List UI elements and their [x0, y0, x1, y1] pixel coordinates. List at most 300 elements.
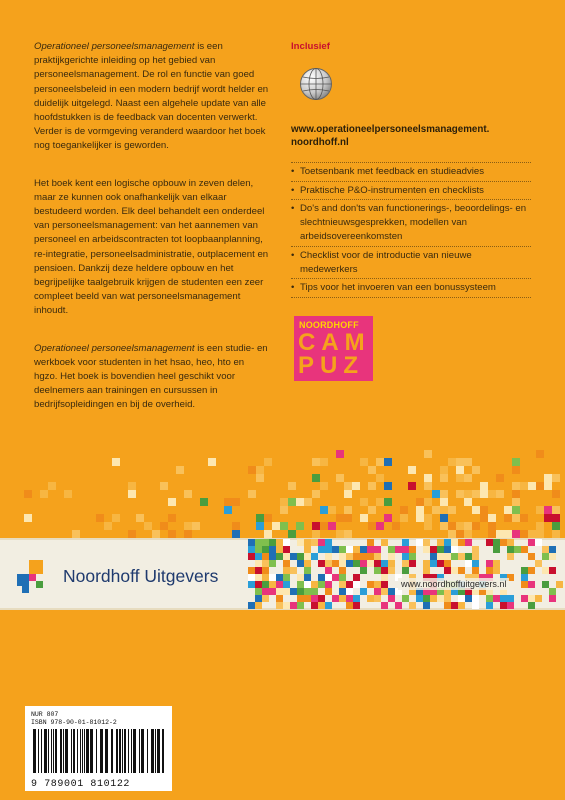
pixel-square [542, 581, 549, 588]
pixel-square [256, 522, 264, 530]
book-title-italic: Operationeel personeelsmanagement [34, 41, 195, 52]
pixel-square [507, 546, 514, 553]
barcode-bar [105, 729, 108, 773]
pixel-square [339, 553, 346, 560]
pixel-square [200, 498, 208, 506]
pixel-square [288, 530, 296, 538]
pixel-square [296, 522, 304, 530]
pixel-square [430, 595, 437, 602]
barcode-bar [86, 729, 89, 773]
pixel-square [283, 560, 290, 567]
pixel-square [283, 581, 290, 588]
pixel-square [464, 498, 472, 506]
pixel-square [276, 602, 283, 609]
barcode-bar [124, 729, 126, 773]
pixel-square [208, 458, 216, 466]
pixel-square [325, 567, 332, 574]
pixel-square [440, 514, 448, 522]
pixel-square [472, 553, 479, 560]
pixel-square [388, 560, 395, 567]
pixel-square [276, 574, 283, 581]
pixel-square [48, 482, 56, 490]
pixel-square [535, 595, 542, 602]
barcode-bar [100, 729, 103, 773]
pixel-square [232, 530, 240, 538]
pixel-square [276, 546, 283, 553]
pixel-square [269, 588, 276, 595]
barcode-bar [139, 729, 140, 773]
pixel-square [402, 553, 409, 560]
pixel-square [339, 560, 346, 567]
pixel-square [255, 574, 262, 581]
description-paragraph-2: Het boek kent een logische opbouw in zeven delen, maar ze kunnen ook onafhankelijk van elkaar bestudeerd worden. Elk deel behandelt een onderdeel van personeelsmanagement: van het aannemen van personeel en arbeidscontracten tot loopbaanplanning, re-integratie, personeelsadministratie, outplacement en pensioen. Dankzij deze heldere opbouw en het begrijpelijke taalgebruik krijgen de studenten een zeer compleet beeld van wat personeelsmanagement inhoudt. [34, 177, 269, 317]
pixel-square [549, 546, 556, 553]
pixel-square [552, 514, 560, 522]
pixel-square [128, 530, 136, 538]
pixel-square [392, 522, 400, 530]
pixel-square [374, 588, 381, 595]
pixel-square [304, 539, 311, 546]
pixel-square [400, 506, 408, 514]
pixel-square [160, 522, 168, 530]
pixel-square [536, 530, 544, 538]
description-text: is een studie- en werkboek voor studenten in het hsao, heo, hto en hgzo. Het boek is bovendien heel geschikt voor deelnemers aan trainingen en cursussen in bedrijfsopleidingen en bij de overheid. [34, 342, 268, 411]
pixel-square [184, 530, 192, 538]
pixel-square [472, 602, 479, 609]
pixel-square [224, 506, 232, 514]
pixel-square [152, 530, 160, 538]
pixel-square [353, 574, 360, 581]
pixel-square [424, 498, 432, 506]
pixel-square [367, 581, 374, 588]
pixel-square [512, 466, 520, 474]
pixel-square [304, 567, 311, 574]
pixel-square [430, 553, 437, 560]
pixel-square [416, 506, 424, 514]
pixel-square [536, 450, 544, 458]
pixel-square [255, 546, 262, 553]
pixel-square [128, 490, 136, 498]
pixel-square [168, 498, 176, 506]
pixel-square [297, 574, 304, 581]
pixel-square [339, 574, 346, 581]
pixel-square [440, 522, 448, 530]
pixel-square [262, 567, 269, 574]
barcode-bar [63, 729, 64, 773]
pixel-square [248, 490, 256, 498]
pixel-square [336, 450, 344, 458]
pixel-square [269, 539, 276, 546]
pixel-square [290, 588, 297, 595]
pixel-square [465, 539, 472, 546]
noordhoff-logo-icon [15, 558, 55, 598]
pixel-square [360, 553, 367, 560]
pixel-square [339, 567, 346, 574]
pixel-square [444, 602, 451, 609]
pixel-square [264, 514, 272, 522]
pixel-square [520, 514, 528, 522]
pixel-square [521, 574, 528, 581]
pixel-square [424, 482, 432, 490]
pixel-square [384, 482, 392, 490]
globe-icon [299, 67, 333, 101]
pixel-square [280, 498, 288, 506]
url-line-2: noordhoff.nl [291, 137, 349, 149]
pixel-square [521, 595, 528, 602]
description-paragraph-1 [34, 40, 270, 154]
pixel-square [144, 522, 152, 530]
list-item: • Checklist voor de introductie van nieuwe medewerkers [291, 247, 531, 280]
pixel-square [500, 595, 507, 602]
pixel-square [283, 539, 290, 546]
pixel-square [521, 581, 528, 588]
pixel-square [312, 530, 320, 538]
pixel-square [312, 490, 320, 498]
pixel-square [374, 546, 381, 553]
pixel-square [388, 567, 395, 574]
pixel-square [24, 490, 32, 498]
barcode-bar [151, 729, 154, 773]
band-pixel-pattern [248, 538, 565, 610]
pixel-square [232, 522, 240, 530]
pixel-square [440, 466, 448, 474]
pixel-square [297, 581, 304, 588]
pixel-square [408, 482, 416, 490]
pixel-square [72, 530, 80, 538]
pixel-square [384, 458, 392, 466]
barcode-bar [44, 729, 47, 773]
barcode-bar [128, 729, 129, 773]
pixel-square [256, 514, 264, 522]
pixel-square [437, 539, 444, 546]
pixel-square [409, 553, 416, 560]
pixel-square [395, 602, 402, 609]
pixel-square [536, 482, 544, 490]
pixel-square [528, 602, 535, 609]
pixel-square [367, 595, 374, 602]
pixel-square [248, 466, 256, 474]
pixel-square [360, 588, 367, 595]
pixel-square [311, 588, 318, 595]
pixel-square [332, 546, 339, 553]
pixel-square [374, 567, 381, 574]
url-line-1: www.operationeelpersoneelsmanagement. [291, 123, 490, 135]
pixel-square [512, 498, 520, 506]
barcode-bar [122, 729, 123, 773]
campus-tag: NOORDHOFF [299, 320, 359, 331]
pixel-square [64, 490, 72, 498]
pixel-square [451, 539, 458, 546]
pixel-square [353, 553, 360, 560]
barcode-bar [38, 729, 39, 773]
pixel-square [512, 530, 520, 538]
pixel-square [304, 553, 311, 560]
pixel-square [262, 546, 269, 553]
pixel-square [262, 574, 269, 581]
pixel-square [346, 595, 353, 602]
pixel-square [507, 595, 514, 602]
pixel-square [280, 506, 288, 514]
pixel-square [276, 595, 283, 602]
barcode-bar [41, 729, 42, 773]
pixel-square [344, 490, 352, 498]
pixel-square [336, 530, 344, 538]
decorative-pixel-pattern [0, 450, 565, 540]
pixel-square [472, 560, 479, 567]
pixel-square [325, 539, 332, 546]
pixel-square [424, 450, 432, 458]
pixel-square [496, 530, 504, 538]
pixel-square [339, 581, 346, 588]
pixel-square [456, 522, 464, 530]
barcode-bar [111, 729, 113, 773]
pixel-square [472, 466, 480, 474]
pixel-square [472, 595, 479, 602]
pixel-square [424, 514, 432, 522]
pixel-square [402, 539, 409, 546]
pixel-square [437, 595, 444, 602]
pixel-square [424, 522, 432, 530]
pixel-square [423, 595, 430, 602]
pixel-square [504, 506, 512, 514]
pixel-square [507, 602, 514, 609]
pixel-square [486, 602, 493, 609]
pixel-square [528, 595, 535, 602]
pixel-square [368, 466, 376, 474]
pixel-square [262, 560, 269, 567]
pixel-square [444, 539, 451, 546]
pixel-square [248, 567, 255, 574]
barcode-bar [131, 729, 132, 773]
pixel-square [544, 482, 552, 490]
pixel-square [344, 530, 352, 538]
pixel-square [96, 514, 104, 522]
pixel-square [423, 602, 430, 609]
pixel-square [296, 498, 304, 506]
pixel-square [325, 574, 332, 581]
description-paragraph-3 [34, 342, 270, 413]
pixel-square [262, 581, 269, 588]
pixel-square [311, 602, 318, 609]
pixel-square [381, 602, 388, 609]
pixel-square [255, 581, 262, 588]
pixel-square [325, 602, 332, 609]
pixel-square [276, 581, 283, 588]
pixel-square [344, 482, 352, 490]
pixel-square [339, 595, 346, 602]
pixel-square [184, 522, 192, 530]
pixel-square [423, 546, 430, 553]
pixel-square [24, 514, 32, 522]
pixel-square [430, 560, 437, 567]
pixel-square [542, 553, 549, 560]
pixel-square [283, 588, 290, 595]
pixel-square [269, 574, 276, 581]
pixel-square [432, 506, 440, 514]
barcode-bar [80, 729, 81, 773]
pixel-square [290, 553, 297, 560]
barcode-bar [82, 729, 83, 773]
pixel-square [521, 546, 528, 553]
pixel-square [381, 560, 388, 567]
pixel-square [440, 506, 448, 514]
pixel-square [549, 595, 556, 602]
pixel-square [464, 490, 472, 498]
pixel-square [297, 539, 304, 546]
pixel-square [283, 546, 290, 553]
pixel-square [451, 546, 458, 553]
pixel-square [464, 522, 472, 530]
pixel-square [423, 560, 430, 567]
pixel-square [332, 574, 339, 581]
pixel-square [456, 474, 464, 482]
pixel-square [290, 602, 297, 609]
pixel-square [304, 595, 311, 602]
barcode-bar [133, 729, 136, 773]
pixel-square [472, 567, 479, 574]
barcode-bar [77, 729, 78, 773]
pixel-square [368, 522, 376, 530]
pixel-square [336, 514, 344, 522]
pixel-square [255, 560, 262, 567]
pixel-square [128, 482, 136, 490]
pixel-square [488, 522, 496, 530]
pixel-square [408, 466, 416, 474]
website-url[interactable] [291, 123, 531, 150]
pixel-square [269, 546, 276, 553]
barcode-bar [90, 729, 93, 773]
pixel-square [320, 522, 328, 530]
pixel-square [444, 560, 451, 567]
pixel-square [112, 514, 120, 522]
pixel-square [360, 560, 367, 567]
pixel-square [493, 546, 500, 553]
pixel-square [297, 602, 304, 609]
pixel-square [325, 588, 332, 595]
barcode-bar [60, 729, 62, 773]
pixel-square [328, 522, 336, 530]
pixel-square [512, 514, 520, 522]
pixel-square [264, 530, 272, 538]
book-title-italic: Operationeel personeelsmanagement [34, 342, 195, 354]
pixel-square [493, 567, 500, 574]
pixel-square [269, 553, 276, 560]
pixel-square [437, 553, 444, 560]
pixel-square [512, 482, 520, 490]
pixel-square [269, 560, 276, 567]
inclusief-heading: Inclusief [291, 41, 330, 52]
pixel-square [552, 530, 560, 538]
pixel-square [552, 474, 560, 482]
pixel-square [339, 546, 346, 553]
pixel-square [360, 514, 368, 522]
pixel-square [318, 602, 325, 609]
pixel-square [416, 498, 424, 506]
barcode-bar [84, 729, 85, 773]
pixel-square [430, 546, 437, 553]
pixel-square [256, 466, 264, 474]
pixel-square [311, 539, 318, 546]
pixel-square [262, 539, 269, 546]
campus-row-2: PUZ [298, 352, 364, 380]
pixel-square [136, 514, 144, 522]
barcode-bar [96, 729, 97, 773]
pixel-square [552, 522, 560, 530]
pixel-square [458, 553, 465, 560]
pixel-square [416, 514, 424, 522]
pixel-square [376, 522, 384, 530]
pixel-square [311, 595, 318, 602]
pixel-square [444, 553, 451, 560]
pixel-square [486, 567, 493, 574]
pixel-square [464, 530, 472, 538]
pixel-square [456, 490, 464, 498]
pixel-square [536, 522, 544, 530]
barcode-bar [73, 729, 75, 773]
pixel-square [374, 581, 381, 588]
pixel-square [311, 553, 318, 560]
pixel-square [423, 567, 430, 574]
description-text: is een praktijkgerichte inleiding op het gebied van personeelsmanagement. De rol en functie van goed personeelsbeleid in een modern bedrijf wordt helder en duidelijk uitgelegd. Naast een algehele update van alle hoofdstukken is de feedback van docenten verwerkt. Verder is de vormgeving veranderd waardoor het boek nog toegankelijker is geworden. [34, 41, 269, 152]
pixel-square [264, 458, 272, 466]
pixel-square [346, 546, 353, 553]
pixel-square [381, 581, 388, 588]
pixel-square [224, 498, 232, 506]
pixel-square [448, 458, 456, 466]
pixel-square [336, 474, 344, 482]
pixel-square [486, 560, 493, 567]
pixel-square [318, 574, 325, 581]
noordhoff-campus-logo [294, 316, 373, 381]
pixel-square [353, 602, 360, 609]
pixel-square [353, 546, 360, 553]
pixel-square [544, 474, 552, 482]
pixel-square [344, 514, 352, 522]
pixel-square [368, 482, 376, 490]
pixel-square [432, 490, 440, 498]
pixel-square [304, 546, 311, 553]
pixel-square [367, 553, 374, 560]
pixel-square [374, 560, 381, 567]
pixel-square [276, 588, 283, 595]
pixel-square [521, 567, 528, 574]
pixel-square [160, 482, 168, 490]
pixel-square [456, 466, 464, 474]
pixel-square [192, 522, 200, 530]
pixel-square [318, 539, 325, 546]
pixel-square [367, 560, 374, 567]
pixel-square [512, 506, 520, 514]
pixel-square [437, 560, 444, 567]
pixel-square [528, 553, 535, 560]
publisher-website[interactable]: www.noordhoffuitgevers.nl [398, 578, 509, 590]
barcode-bar [141, 729, 144, 773]
barcode-digits: 9 789001 810122 [31, 779, 131, 790]
pixel-square [283, 553, 290, 560]
pixel-square [360, 498, 368, 506]
pixel-square [255, 595, 262, 602]
barcode-box [25, 706, 172, 791]
pixel-square [480, 490, 488, 498]
pixel-square [262, 553, 269, 560]
pixel-square [504, 514, 512, 522]
pixel-square [376, 474, 384, 482]
pixel-square [346, 602, 353, 609]
pixel-square [262, 595, 269, 602]
barcode-bar [51, 729, 52, 773]
pixel-square [376, 498, 384, 506]
barcode-bar [147, 729, 148, 773]
